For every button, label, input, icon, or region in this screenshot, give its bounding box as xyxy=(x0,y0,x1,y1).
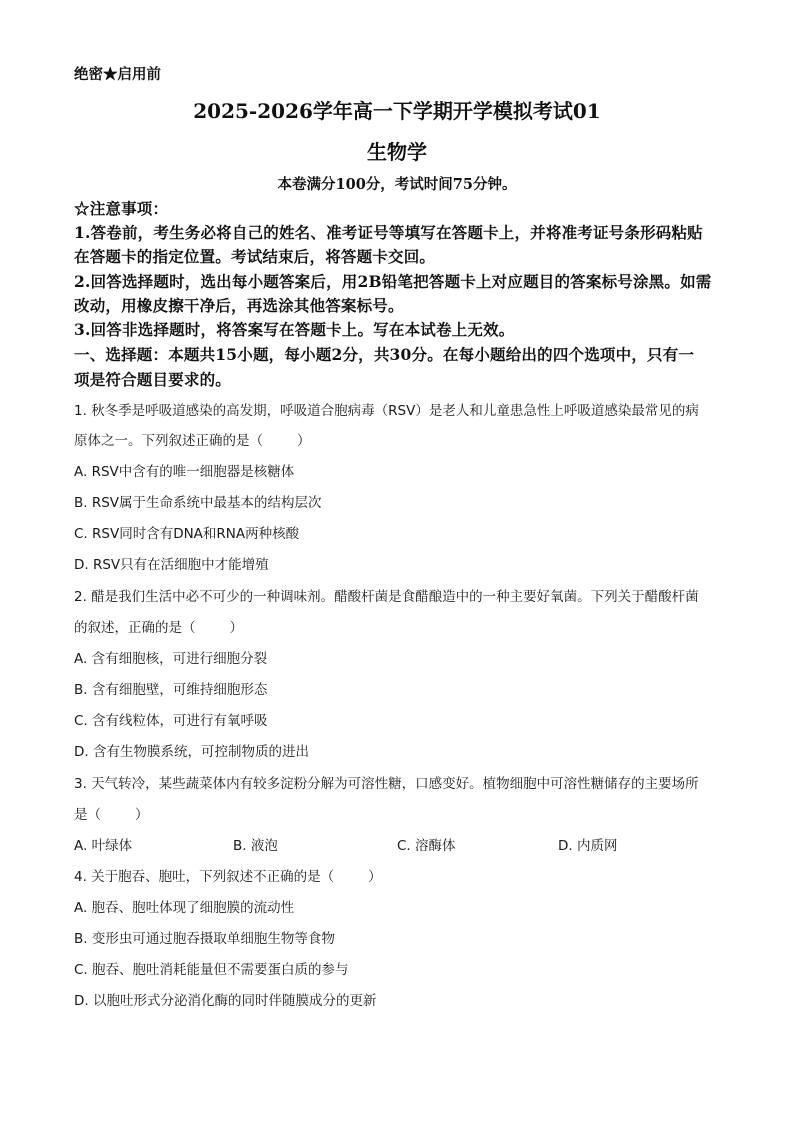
section-1-line-1: 一、选择题：本题共15小题，每小题2分，共30分。在每小题给出的四个选项中，只有一 xyxy=(74,345,695,364)
q2-stem-text: 的叙述，正确的是（ xyxy=(74,620,196,636)
q4-paren-close: ） xyxy=(368,869,382,885)
q4-option-c: C. 胞吞、胞吐消耗能量但不需要蛋白质的参与 xyxy=(74,962,349,978)
q1-stem-line-2 xyxy=(74,429,311,449)
note-1-line-1: 1.答卷前，考生务必将自己的姓名、准考证号等填写在答题卡上，并将准考证号条形码粘贴 xyxy=(74,223,703,242)
note-2-line-2: 改动，用橡皮擦干净后，再选涂其他答案标号。 xyxy=(74,296,404,315)
q3-option-c: C. 溶酶体 xyxy=(397,838,456,854)
q3-paren-close: ） xyxy=(135,807,149,823)
q1-stem-text: 原体之一。下列叙述正确的是（ xyxy=(74,433,263,449)
subject-title: 生物学 xyxy=(367,140,427,164)
section-1-line-2: 项是符合题目要求的。 xyxy=(74,370,232,389)
exam-title: 2025-2026学年高一下学期开学模拟考试01 xyxy=(193,99,601,123)
q2-option-a: A. 含有细胞核，可进行细胞分裂 xyxy=(74,651,268,667)
notes-heading: ☆注意事项： xyxy=(74,199,169,218)
q1-option-a: A. RSV中含有的唯一细胞器是核糖体 xyxy=(74,464,295,480)
q1-option-c: C. RSV同时含有DNA和RNA两种核酸 xyxy=(74,526,300,542)
q3-stem-line-1: 3. 天气转冷，某些蔬菜体内有较多淀粉分解为可溶性糖，口感变好。植物细胞中可溶性糖储存的主要场所 xyxy=(74,776,699,792)
q4-option-a: A. 胞吞、胞吐体现了细胞膜的流动性 xyxy=(74,900,295,916)
q3-stem-line-2 xyxy=(74,803,149,823)
note-2-line-1: 2.回答选择题时，选出每小题答案后，用2B铅笔把答题卡上对应题目的答案标号涂黑。如需 xyxy=(74,272,712,291)
q3-stem-text: 是（ xyxy=(74,807,101,823)
full-mark-line: 本卷满分100分，考试时间75分钟。 xyxy=(277,176,517,193)
note-3: 3.回答非选择题时，将答案写在答题卡上。写在本试卷上无效。 xyxy=(74,320,515,339)
q2-option-b: B. 含有细胞壁，可维持细胞形态 xyxy=(74,682,268,698)
q2-paren-close: ） xyxy=(229,620,243,636)
q2-option-c: C. 含有线粒体，可进行有氧呼吸 xyxy=(74,713,268,729)
q1-option-b: B. RSV属于生命系统中最基本的结构层次 xyxy=(74,495,322,511)
q2-stem-line-2 xyxy=(74,616,243,636)
q2-stem-line-1: 2. 醋是我们生活中必不可少的一种调味剂。醋酸杆菌是食醋酿造中的一种主要好氧菌。下列关于醋酸杆菌 xyxy=(74,589,699,605)
q3-option-a: A. 叶绿体 xyxy=(74,838,133,854)
q3-option-b: B. 液泡 xyxy=(233,838,278,854)
note-1-line-2: 在答题卡的指定位置。考试结束后，将答题卡交回。 xyxy=(74,247,436,266)
q1-stem-line-1: 1. 秋冬季是呼吸道感染的高发期，呼吸道合胞病毒（RSV）是老人和儿童患急性上呼吸道感染最常见的病 xyxy=(74,403,699,419)
q4-stem-text: 4. 关于胞吞、胞吐，下列叙述不正确的是（ xyxy=(74,869,335,885)
q1-paren-close: ） xyxy=(297,433,311,449)
q3-option-d: D. 内质网 xyxy=(558,838,618,854)
secret-mark: 绝密★启用前 xyxy=(74,66,161,83)
q2-option-d: D. 含有生物膜系统，可控制物质的进出 xyxy=(74,744,309,760)
q4-option-d: D. 以胞吐形式分泌消化酶的同时伴随膜成分的更新 xyxy=(74,993,377,1009)
q1-option-d: D. RSV只有在活细胞中才能增殖 xyxy=(74,557,269,573)
q4-option-b: B. 变形虫可通过胞吞摄取单细胞生物等食物 xyxy=(74,931,335,947)
q4-stem-line-1 xyxy=(74,865,382,885)
